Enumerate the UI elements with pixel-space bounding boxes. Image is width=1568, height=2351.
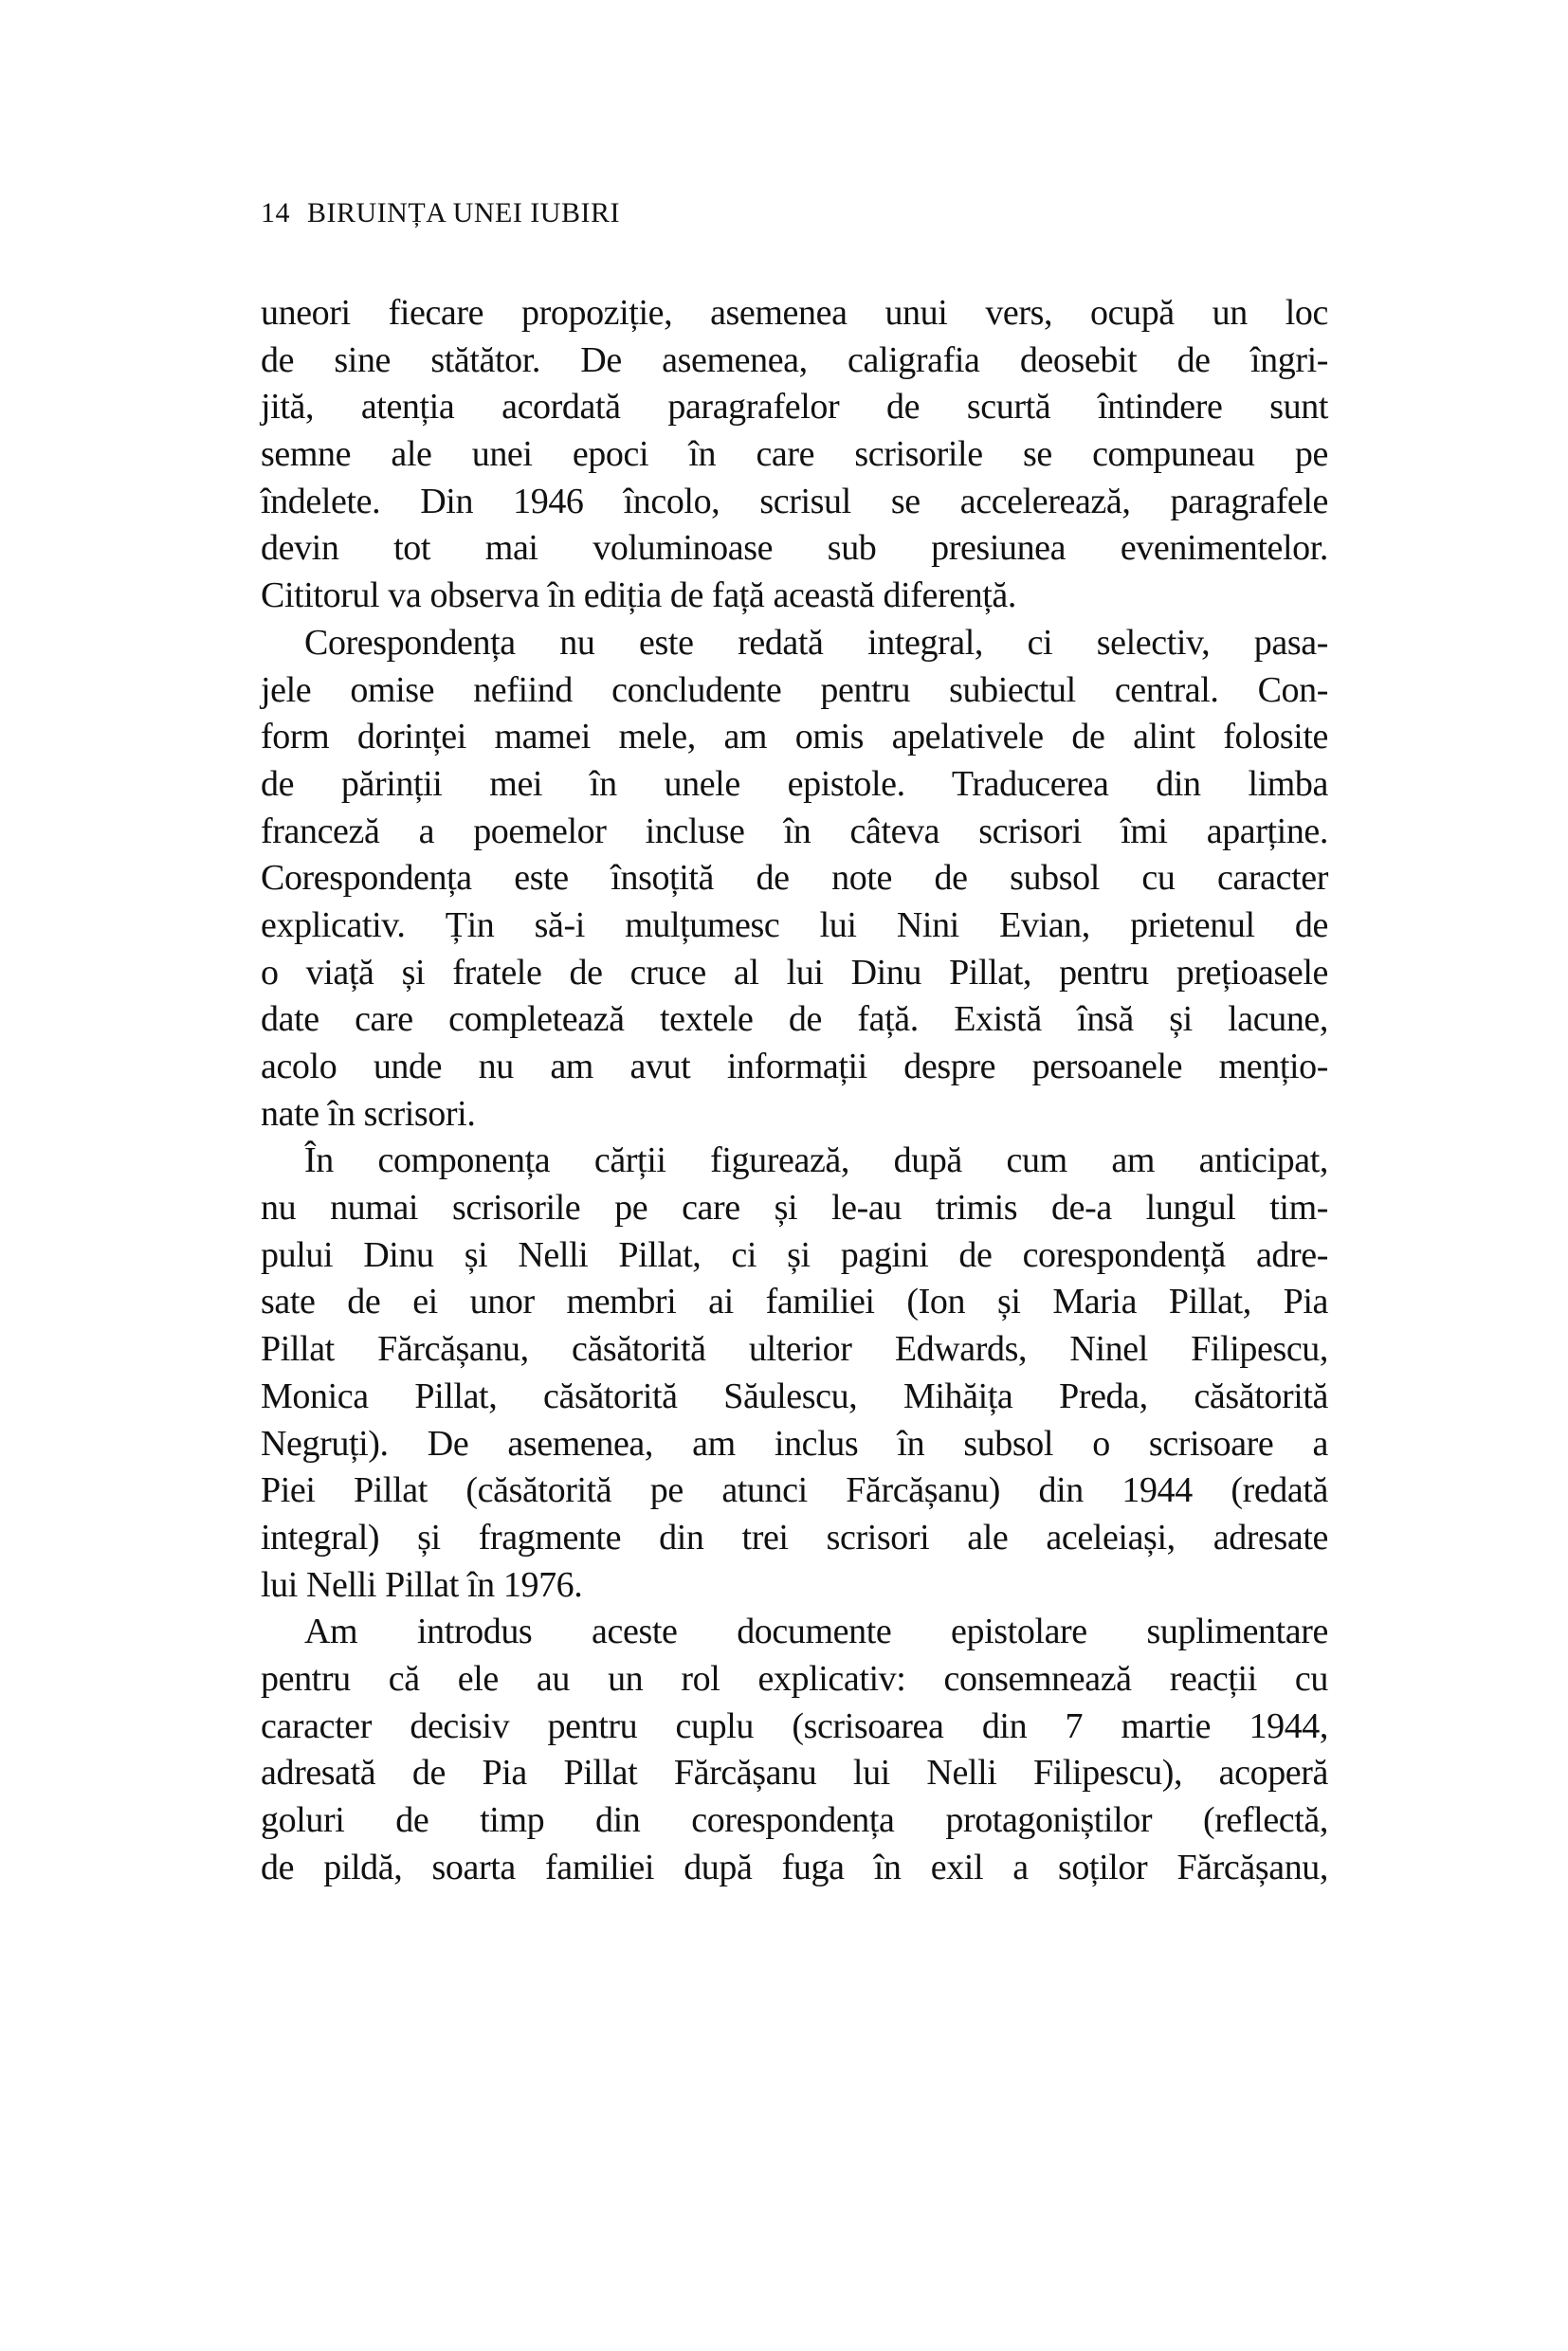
page-body-text	[261, 290, 1328, 1891]
text-line: goluri de timp din corespondența protagoniștilor (reflectă,	[261, 1800, 1328, 1840]
text-line: Corespondența este însoțită de note de subsol cu caracter	[261, 858, 1328, 899]
text-line: nate în scrisori.	[261, 1093, 476, 1134]
text-line: lui Nelli Pillat în 1976.	[261, 1564, 583, 1605]
text-line: semne ale unei epoci în care scrisorile se compuneau pe	[261, 434, 1328, 475]
text-line: explicativ. Țin să-i mulțumesc lui Nini Evian, prietenul de	[261, 904, 1328, 945]
text-line: îndelete. Din 1946 încolo, scrisul se accelerează, paragrafele	[261, 481, 1328, 521]
text-line: Cititorul va observa în ediția de față această diferență.	[261, 575, 1017, 616]
text-line: jită, atenția acordată paragrafelor de scurtă întindere sunt	[261, 387, 1328, 428]
running-title: BIRUINȚA UNEI IUBIRI	[307, 197, 620, 228]
text-line: de părinții mei în unele epistole. Traducerea din limba	[261, 763, 1328, 804]
text-line: pentru că ele au un rol explicativ: consemnează reacții cu	[261, 1658, 1328, 1699]
text-line: Corespondența nu este redată integral, ci selectiv, pasa-	[304, 622, 1328, 663]
text-line: nu numai scrisorile pe care și le-au trimis de-a lungul tim-	[261, 1188, 1328, 1229]
text-line: integral) și fragmente din trei scrisori ale aceleiași, adresate	[261, 1517, 1328, 1558]
paragraph	[261, 1138, 1328, 1609]
text-line: Pillat Fărcășanu, căsătorită ulterior Edwards, Ninel Filipescu,	[261, 1329, 1328, 1370]
paragraph	[261, 620, 1328, 1139]
text-line: Am introdus aceste documente epistolare suplimentare	[304, 1612, 1328, 1652]
text-line: devin tot mai voluminoase sub presiunea evenimentelor.	[261, 528, 1328, 569]
page-number: 14	[261, 197, 290, 228]
text-line: În componența cărții figurează, după cum am anticipat,	[304, 1140, 1328, 1181]
text-line: jele omise nefiind concludente pentru subiectul central. Con-	[261, 669, 1328, 710]
text-line: acolo unde nu am avut informații despre persoanele mențio-	[261, 1047, 1328, 1086]
text-line: pului Dinu și Nelli Pillat, ci și pagini de corespondență adre-	[261, 1234, 1328, 1275]
paragraph	[261, 1609, 1328, 1891]
paragraph	[261, 290, 1328, 620]
text-line: Negruți). De asemenea, am inclus în subsol o scrisoare a	[261, 1423, 1328, 1464]
text-line: sate de ei unor membri ai familiei (Ion și Maria Pillat, Pia	[261, 1282, 1328, 1322]
text-line: franceză a poemelor incluse în câteva scrisori îmi aparține.	[261, 811, 1328, 851]
text-line: adresată de Pia Pillat Fărcășanu lui Nelli Filipescu), acoperă	[261, 1753, 1328, 1794]
text-line: de sine stătător. De asemenea, caligrafia deosebit de îngri-	[261, 339, 1328, 380]
text-line: Piei Pillat (căsătorită pe atunci Fărcășanu) din 1944 (redată	[261, 1470, 1328, 1511]
text-line: Monica Pillat, căsătorită Săulescu, Mihăița Preda, căsătorită	[261, 1376, 1328, 1416]
text-line: de pildă, soarta familiei după fuga în exil a soților Fărcășanu,	[261, 1847, 1328, 1887]
text-line: date care completează textele de față. Există însă și lacune,	[261, 999, 1328, 1040]
text-line: uneori fiecare propoziție, asemenea unui vers, ocupă un loc	[261, 293, 1328, 333]
text-line: form dorinței mamei mele, am omis apelativele de alint folosite	[261, 717, 1328, 757]
text-line: caracter decisiv pentru cuplu (scrisoarea din 7 martie 1944,	[261, 1705, 1328, 1746]
text-line: o viață și fratele de cruce al lui Dinu Pillat, pentru prețioasele	[261, 952, 1328, 993]
running-header	[261, 197, 620, 229]
